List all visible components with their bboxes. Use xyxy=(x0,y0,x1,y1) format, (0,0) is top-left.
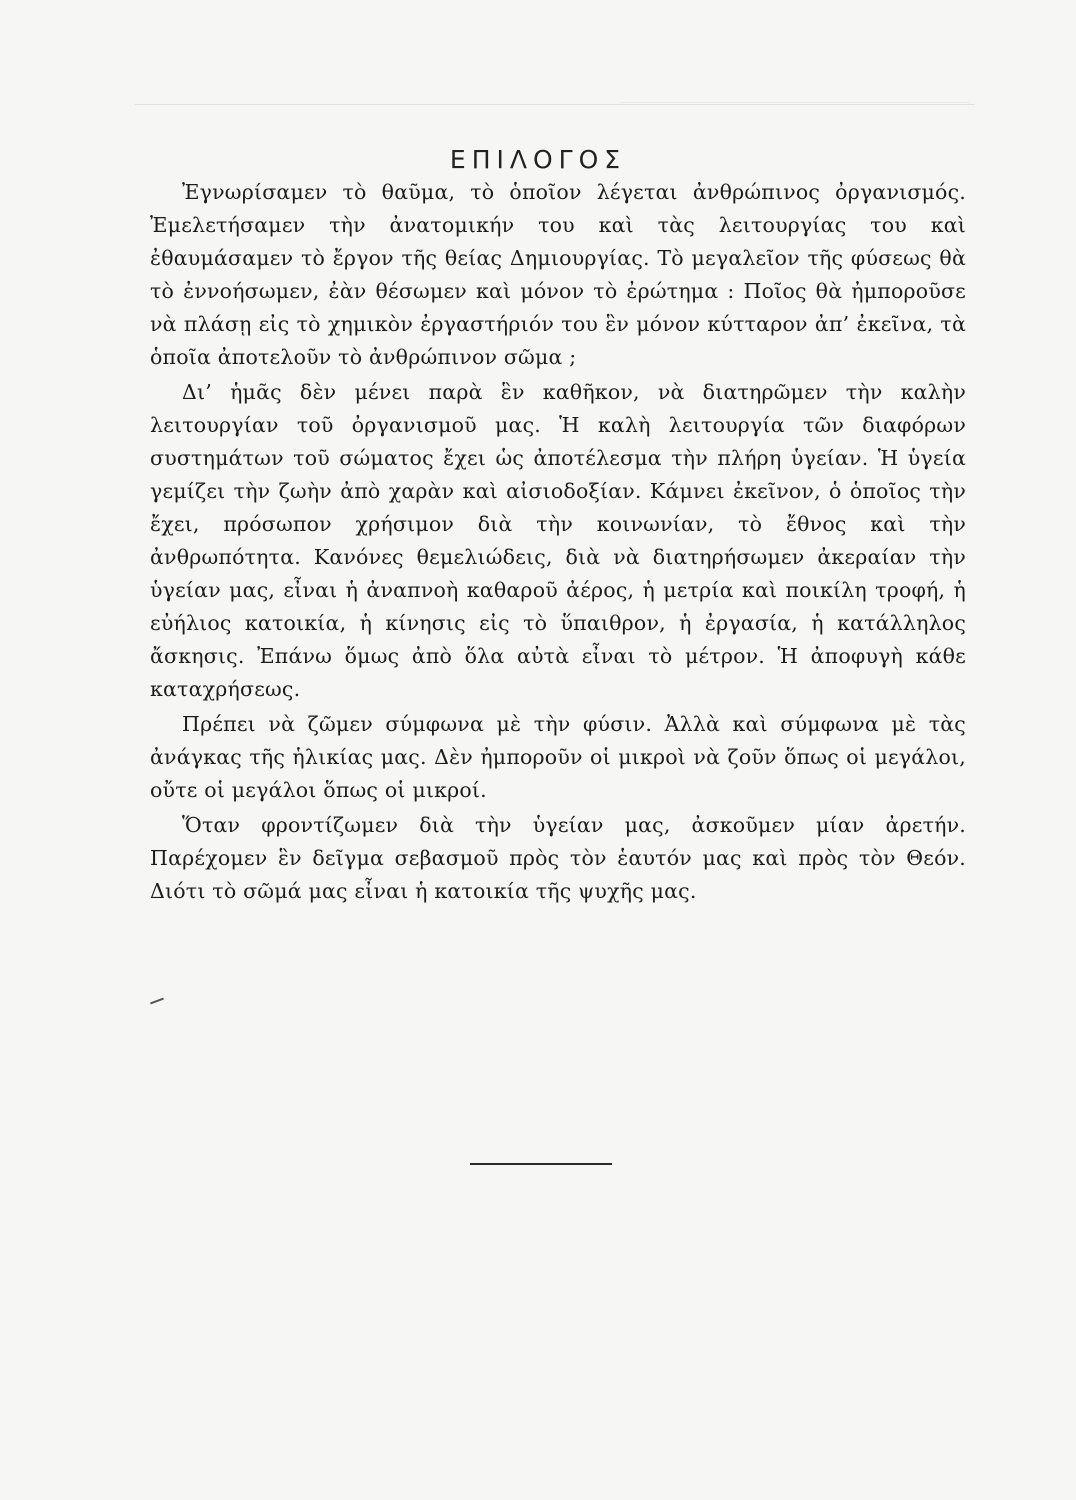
show-through-header xyxy=(620,62,970,103)
paragraph-3: Πρέπει νὰ ζῶμεν σύμφωνα μὲ τὴν φύσιν. Ἀλλὰ καὶ σύμφωνα μὲ τὰς ἀνάγκας τῆς ἡλικίας μας. Δὲν ἠμποροῦν οἱ μικροὶ νὰ ζοῦν ὅπως οἱ μεγάλοι, οὔτε οἱ μεγάλοι ὅπως οἱ μικροί. xyxy=(150,712,966,802)
show-through-rule xyxy=(135,104,975,105)
body-text xyxy=(150,176,966,910)
end-rule-divider xyxy=(470,1163,612,1165)
paragraph-2: Δι’ ἡμᾶς δὲν μένει παρὰ ἓν καθῆκον, νὰ διατηρῶμεν τὴν καλὴν λειτουργίαν τοῦ ὀργανισμοῦ μας. Ἡ καλὴ λειτουργία τῶν διαφόρων συστημάτων τοῦ σώματος ἔχει ὡς ἀποτέλεσμα τὴν πλήρη ὑγείαν. Ἡ ὑγεία γεμίζει τὴν ζωὴν ἀπὸ χαρὰν καὶ αἰσιοδοξίαν. Κάμνει ἐκεῖνον, ὁ ὁποῖος τὴν ἔχει, πρόσωπον χρήσιμον διὰ τὴν κοινωνίαν, τὸ ἔθνος καὶ τὴν ἀνθρωπότητα. Κανόνες θεμελιώδεις, διὰ νὰ διατηρήσωμεν ἀκεραίαν τὴν ὑγείαν μας, εἶναι ἡ ἀναπνοὴ καθαροῦ ἀέρος, ἡ μετρία καὶ ποικίλη τροφή, ἡ εὐήλιος κατοικία, ἡ κίνησις εἰς τὸ ὕπαιθρον, ἡ ἐργασία, ἡ κατάλληλος ἄσκησις. Ἐπάνω ὅμως ἀπὸ ὅλα αὐτὰ εἶναι τὸ μέτρον. Ἡ ἀποφυγὴ κάθε καταχρήσεως. xyxy=(150,380,966,701)
page-title: ΕΠΙΛΟΓΟΣ xyxy=(449,144,627,174)
paragraph-1: Ἐγνωρίσαμεν τὸ θαῦμα, τὸ ὁποῖον λέγεται ἀνθρώπινος ὀργανισμός. Ἐμελετήσαμεν τὴν ἀνατομικήν του καὶ τὰς λειτουργίας του καὶ ἐθαυμάσαμεν τὸ ἔργον τῆς θείας Δημιουργίας. Τὸ μεγαλεῖον τῆς φύσεως θὰ τὸ ἐννοήσωμεν, ἐὰν θέσωμεν καὶ μόνον τὸ ἐρώτημα : Ποῖος θὰ ἠμποροῦσε νὰ πλάσῃ εἰς τὸ χημικὸν ἐργαστήριόν του ἓν μόνον κύτταρον ἀπ’ ἐκεῖνα, τὰ ὁποῖα ἀποτελοῦν τὸ ἀνθρώπινον σῶμα ; xyxy=(150,180,966,369)
stray-mark xyxy=(150,998,164,1005)
paragraph-4: Ὅταν φροντίζωμεν διὰ τὴν ὑγείαν μας, ἀσκοῦμεν μίαν ἀρετήν. Παρέχομεν ἓν δεῖγμα σεβασμοῦ πρὸς τὸν ἑαυτόν μας καὶ πρὸς τὸν Θεόν. Διότι τὸ σῶμά μας εἶναι ἡ κατοικία τῆς ψυχῆς μας. xyxy=(150,813,966,903)
